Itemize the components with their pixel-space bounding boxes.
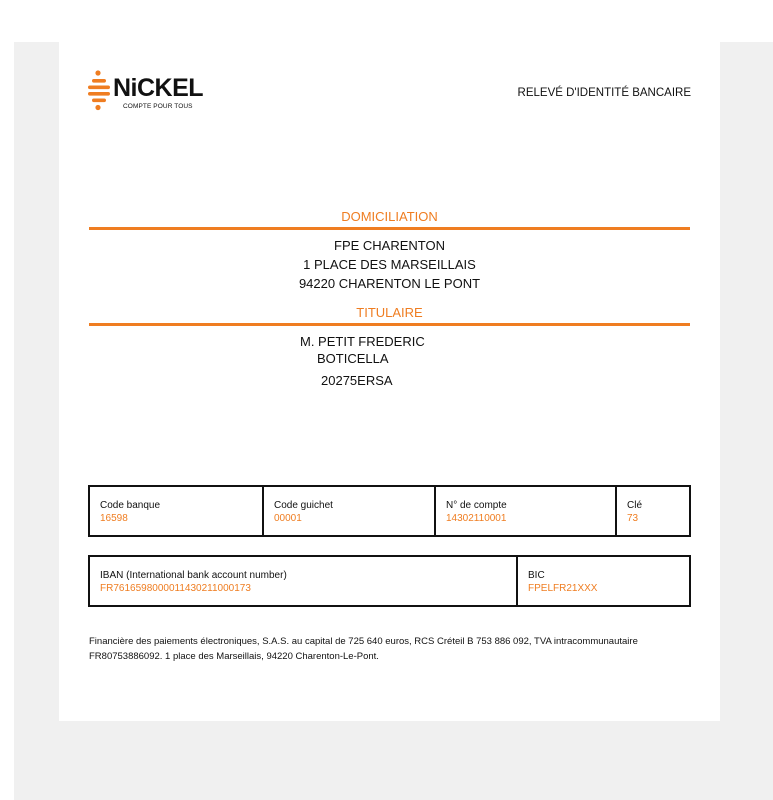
bank-code-value: 16598 bbox=[100, 513, 128, 524]
bank-code-label: Code banque bbox=[100, 500, 161, 511]
bic-value: FPELFR21XXX bbox=[528, 583, 598, 594]
holder-name: M. PETIT FREDERIC bbox=[300, 334, 425, 349]
account-number-label: N° de compte bbox=[446, 500, 507, 511]
iban-label: IBAN (International bank account number) bbox=[100, 570, 287, 581]
holder-address-line: 20275ERSA bbox=[321, 373, 393, 388]
branch-code-cell bbox=[262, 487, 434, 535]
bank-codes-table bbox=[88, 485, 691, 537]
legal-footer bbox=[89, 634, 689, 664]
document-title: RELEVÉ D'IDENTITÉ BANCAIRE bbox=[517, 87, 691, 99]
logo-tagline: COMPTE POUR TOUS bbox=[123, 103, 193, 110]
domiciliation-rule bbox=[89, 227, 690, 230]
logo-wordmark: NiCKEL bbox=[113, 74, 204, 102]
domiciliation-line: 94220 CHARENTON LE PONT bbox=[298, 276, 481, 291]
holder-address-line: BOTICELLA bbox=[317, 351, 389, 366]
bic-label: BIC bbox=[528, 570, 545, 581]
titulaire-rule bbox=[89, 323, 690, 326]
key-value: 73 bbox=[627, 513, 639, 524]
legal-footer-line: FR80753886092. 1 place des Marseillais, 94220 Charenton-Le-Pont. bbox=[89, 651, 379, 662]
domiciliation-line: 1 PLACE DES MARSEILLAIS bbox=[303, 257, 476, 272]
key-label: Clé bbox=[627, 500, 643, 511]
account-number-cell bbox=[434, 487, 615, 535]
bic-cell bbox=[516, 557, 689, 605]
branch-code-value: 00001 bbox=[274, 513, 302, 524]
legal-footer-line: Financière des paiements électroniques, S.A.S. au capital de 725 640 euros, RCS Créteil B 753 886 092, TVA intracommunautaire bbox=[89, 636, 638, 647]
document-page bbox=[59, 42, 720, 721]
key-cell bbox=[615, 487, 689, 535]
nickel-logo-icon bbox=[87, 70, 113, 112]
nickel-logo bbox=[87, 70, 207, 114]
domiciliation-heading: DOMICILIATION bbox=[341, 209, 438, 224]
bank-code-cell bbox=[90, 487, 262, 535]
titulaire-heading: TITULAIRE bbox=[356, 305, 423, 320]
iban-bic-table bbox=[88, 555, 691, 607]
iban-cell bbox=[90, 557, 516, 605]
branch-code-label: Code guichet bbox=[274, 500, 333, 511]
account-number-value: 14302110001 bbox=[446, 513, 507, 524]
iban-value: FR7616598000011430211000173 bbox=[100, 583, 251, 594]
domiciliation-line: FPE CHARENTON bbox=[334, 238, 445, 253]
